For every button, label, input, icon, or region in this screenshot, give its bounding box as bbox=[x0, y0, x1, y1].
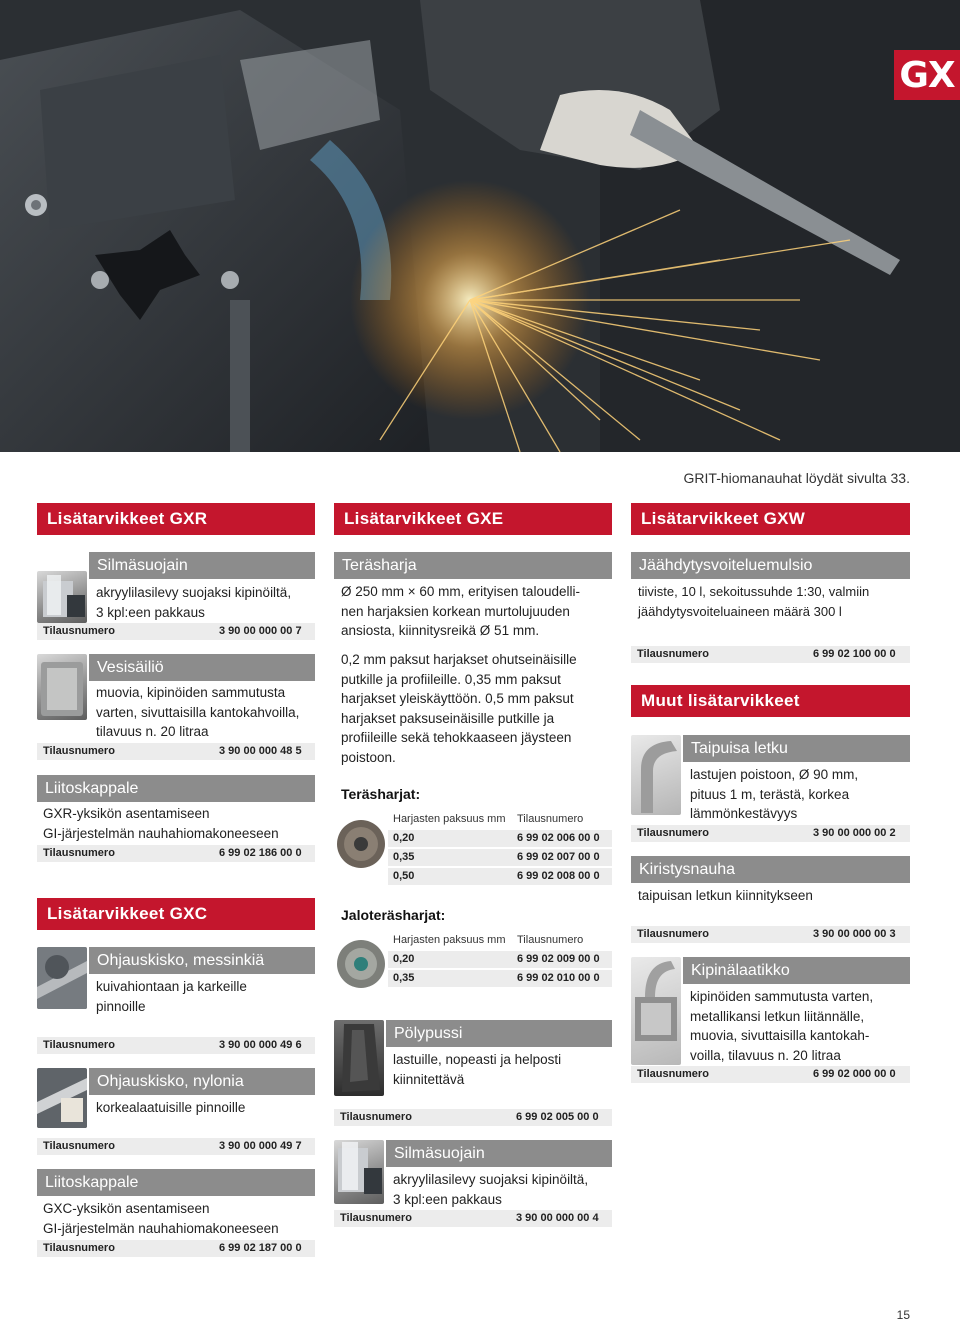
product-desc-water-tank: muovia, kipinöiden sammutusta varten, sivuttaisilla kantokahvoilla, tilavuus n. 20 litraa bbox=[96, 685, 300, 739]
product-title-steel-brush: Teräsharja bbox=[334, 552, 612, 579]
nylon-guide-rail-product-image bbox=[37, 1068, 87, 1128]
product-desc-spark-tray: kipinöiden sammutusta varten, metallikansi letkun liitännälle, muovia, sivuttaisilla kantokah- voilla, tilavuus n. 20 litraa bbox=[690, 989, 874, 1063]
product-title-dust-bag: Pölypussi bbox=[386, 1020, 612, 1047]
product-title-coolant: Jäähdytysvoiteluemulsio bbox=[631, 552, 910, 579]
water-tank-product-image bbox=[37, 654, 87, 720]
section-header-other-accessories: Muut lisätarvikkeet bbox=[631, 685, 910, 717]
product-title-goggles-gxr: Silmäsuojain bbox=[89, 552, 315, 579]
order-row-spark-tray: Tilausnumero 6 99 02 000 00 0 bbox=[631, 1066, 910, 1083]
product-desc-hose-clamp: taipuisan letkun kiinnitykseen bbox=[638, 888, 813, 903]
product-desc-nylon-guide-rail: korkealaatuisille pinnoille bbox=[96, 1100, 246, 1115]
table-row: 0,35 6 99 02 007 00 0 bbox=[388, 849, 612, 866]
steel-col-thickness: Harjasten paksuus mm bbox=[393, 813, 506, 825]
section-header-gxc: Lisätarvikkeet GXC bbox=[37, 898, 315, 930]
order-row-dust-bag: Tilausnumero 6 99 02 005 00 0 bbox=[334, 1109, 612, 1126]
product-desc-connector-gxc: GXC-yksikön asentamiseen GI-järjestelmän nauhahiomakoneeseen bbox=[43, 1201, 279, 1236]
gx-badge: GX bbox=[894, 50, 960, 100]
product-desc-steel-brush: Ø 250 mm × 60 mm, erityisen taloudelli- nen harjaksien korkean murtolujuuden ansiosta, kiinnitysreikä Ø 51 mm. bbox=[341, 584, 580, 638]
brass-guide-rail-product-image bbox=[37, 947, 87, 1009]
section-header-gxe: Lisätarvikkeet GXE bbox=[334, 503, 612, 535]
product-title-brass-guide-rail: Ohjauskisko, messinkiä bbox=[89, 947, 315, 974]
order-row-hose-clamp: Tilausnumero 3 90 00 000 00 3 bbox=[631, 926, 910, 943]
order-row-coolant: Tilausnumero 6 99 02 100 00 0 bbox=[631, 646, 910, 663]
order-row-nylon-guide-rail: Tilausnumero 3 90 00 000 49 7 bbox=[37, 1138, 315, 1155]
table-row: 0,20 6 99 02 009 00 0 bbox=[388, 951, 612, 968]
spark-tray-product-image bbox=[631, 957, 681, 1065]
product-title-flexible-hose: Taipuisa letku bbox=[683, 735, 910, 762]
order-row-goggles-gxe: Tilausnumero 3 90 00 000 00 4 bbox=[334, 1210, 612, 1227]
hero-photo bbox=[0, 0, 960, 452]
product-title-hose-clamp: Kiristysnauha bbox=[631, 856, 910, 883]
table-row: 0,20 6 99 02 006 00 0 bbox=[388, 830, 612, 847]
product-desc-brass-guide-rail: kuivahiontaan ja karkeille pinnoille bbox=[96, 979, 247, 1014]
order-row-flexible-hose: Tilausnumero 3 90 00 000 00 2 bbox=[631, 825, 910, 842]
goggles-product-image bbox=[37, 571, 87, 623]
order-row-goggles-gxr: Tilausnumero 3 90 00 000 00 7 bbox=[37, 623, 315, 640]
stainless-col-thickness: Harjasten paksuus mm bbox=[393, 934, 506, 946]
product-title-nylon-guide-rail: Ohjauskisko, nylonia bbox=[89, 1068, 315, 1095]
product-desc2-steel-brush: 0,2 mm paksut harjakset ohutseinäisille putkille ja profiileille. 0,35 mm paksut harjakset yleiskäyttöön. 0,5 mm paksut harjakset paksuseinäisille putkille ja profiileille sekä tehokkaaseen jäysteen poistoon. bbox=[341, 652, 577, 765]
product-title-connector-gxr: Liitoskappale bbox=[37, 775, 315, 802]
table-row: 0,35 6 99 02 010 00 0 bbox=[388, 970, 612, 987]
page-number: 15 bbox=[896, 1308, 910, 1322]
product-desc-connector-gxr: GXR-yksikön asentamiseen GI-järjestelmän nauhahiomakoneeseen bbox=[43, 806, 279, 841]
steel-brushes-heading: Teräsharjat: bbox=[341, 786, 421, 802]
product-title-connector-gxc: Liitoskappale bbox=[37, 1169, 315, 1196]
stainless-brushes-heading: Jaloteräsharjat: bbox=[341, 907, 446, 923]
grit-page-note: GRIT-hiomanauhat löydät sivulta 33. bbox=[683, 470, 910, 486]
stainless-col-order: Tilausnumero bbox=[517, 934, 584, 946]
dust-bag-product-image bbox=[334, 1020, 384, 1096]
section-header-gxw: Lisätarvikkeet GXW bbox=[631, 503, 910, 535]
section-header-gxr: Lisätarvikkeet GXR bbox=[37, 503, 315, 535]
product-desc-coolant: tiiviste, 10 l, sekoitussuhde 1:30, valmiin jäähdytysvoiteluaineen määrä 300 l bbox=[638, 584, 870, 619]
flexible-hose-product-image bbox=[631, 735, 681, 815]
table-row: 0,50 6 99 02 008 00 0 bbox=[388, 868, 612, 885]
product-title-spark-tray: Kipinälaatikko bbox=[683, 957, 910, 984]
order-row-brass-guide-rail: Tilausnumero 3 90 00 000 49 6 bbox=[37, 1037, 315, 1054]
product-desc-goggles-gxe: akryylilasilevy suojaksi kipinöiltä, 3 kpl:een pakkaus bbox=[393, 1172, 589, 1207]
order-row-water-tank: Tilausnumero 3 90 00 000 48 5 bbox=[37, 743, 315, 760]
product-desc-goggles-gxr: akryylilasilevy suojaksi kipinöiltä, 3 kpl:een pakkaus bbox=[96, 585, 292, 620]
product-desc-flexible-hose: lastujen poistoon, Ø 90 mm, pituus 1 m, terästä, korkea lämmönkestävyys bbox=[690, 767, 859, 821]
product-desc-dust-bag: lastuille, nopeasti ja helposti kiinnitettävä bbox=[393, 1052, 562, 1087]
goggles-gxe-product-image bbox=[334, 1140, 384, 1204]
order-row-connector-gxr: Tilausnumero 6 99 02 186 00 0 bbox=[37, 845, 315, 862]
grinding-sparks-illustration bbox=[0, 0, 960, 452]
product-title-water-tank: Vesisäiliö bbox=[89, 654, 315, 681]
stainless-brush-image bbox=[334, 928, 388, 998]
steel-col-order: Tilausnumero bbox=[517, 813, 584, 825]
order-row-connector-gxc: Tilausnumero 6 99 02 187 00 0 bbox=[37, 1240, 315, 1257]
steel-brush-image bbox=[334, 806, 388, 878]
product-title-goggles-gxe: Silmäsuojain bbox=[386, 1140, 612, 1167]
